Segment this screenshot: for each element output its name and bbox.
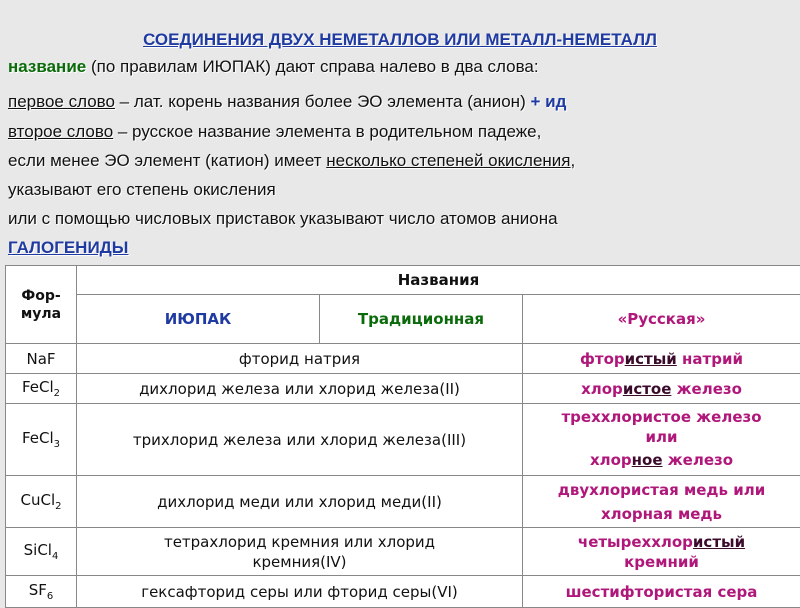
formula-text: SF [29, 581, 47, 599]
term-nazvanie: название [8, 57, 86, 76]
table-row [6, 476, 800, 528]
term-oxidation-states: несколько степеней окисления [326, 151, 570, 170]
rule-line-4-text-a: если менее ЭО элемент (катион) имеет [8, 151, 326, 170]
formula-subscript: 2 [55, 501, 61, 512]
russian-name [578, 533, 745, 571]
formula-cell [6, 344, 77, 374]
formula-text: FeCl [22, 378, 54, 396]
rule-line-4 [8, 151, 575, 171]
table-row [6, 344, 800, 374]
russian-name-part: шестифтористая сера [566, 583, 758, 601]
russian-name-part: четыреххлор [578, 533, 693, 551]
names-text: трихлорид железа или хлорид железа(III) [133, 431, 466, 449]
names-cell: фторид натрия [77, 344, 523, 374]
term-first-word: первое слово [8, 92, 115, 111]
names-cell: гексафторид серы или фторид серы(VI) [77, 576, 523, 608]
formula-text: SiCl [24, 541, 52, 559]
russian-name-line-3 [527, 447, 796, 473]
russian-name-part: кремний [624, 553, 699, 571]
formula-subscript: 2 [54, 388, 60, 399]
slide-title: СОЕДИНЕНИЯ ДВУХ НЕМЕТАЛЛОВ ИЛИ МЕТАЛЛ-НЕМЕТАЛЛ [0, 30, 800, 50]
formula-subscript: 4 [52, 551, 58, 562]
formula-text: CuCl [21, 491, 56, 509]
russian-name [581, 380, 742, 398]
russian-name-suffix: ное [632, 451, 663, 469]
russian-name-or: или [527, 427, 796, 447]
russian-name-suffix: истый [625, 350, 677, 368]
russian-name-part: натрий [677, 350, 743, 368]
formula-subscript: 6 [47, 591, 53, 602]
header-names: Названия [77, 266, 800, 295]
formula-cell [6, 404, 77, 476]
suffix-id: + ид [530, 92, 566, 111]
halides-table [5, 265, 800, 608]
names-cell: дихлорид железа или хлорид железа(II) [77, 374, 523, 404]
formula-cell [6, 374, 77, 404]
formula-text: NaF [26, 350, 55, 368]
rule-line-4-text-b: , [571, 151, 576, 170]
table-row [6, 374, 800, 404]
rule-line-2 [8, 92, 566, 112]
formula-text: FeCl [22, 429, 54, 447]
header-russian: «Русская» [523, 295, 800, 344]
table-row [6, 576, 800, 608]
names-cell: дихлорид меди или хлорид меди(II) [77, 476, 523, 528]
names-cell [77, 404, 523, 476]
table-row [6, 528, 800, 576]
header-traditional: Традиционная [320, 295, 523, 344]
table-row [6, 404, 800, 476]
term-second-word: второе слово [8, 122, 113, 141]
header-iupac: ИЮПАК [77, 295, 320, 344]
russian-name-cell [523, 344, 800, 374]
russian-name-line-1: треххлористое железо [527, 407, 796, 427]
names-text: тетрахлорид кремния или хлорид кремния(IV) [164, 533, 435, 571]
russian-name-line-2: хлорная медь [527, 502, 796, 526]
russian-name-suffix: истое [623, 380, 672, 398]
russian-name [580, 350, 743, 368]
russian-name-cell [523, 576, 800, 608]
formula-cell [6, 576, 77, 608]
rule-line-1-text: (по правилам ИЮПАК) дают справа налево в два слова: [86, 57, 538, 76]
russian-name-cell [523, 374, 800, 404]
russian-name-line-1: двухлористая медь или [527, 478, 796, 502]
rule-line-2-text: – лат. корень названия более ЭО элемента (анион) [115, 92, 531, 111]
russian-name-part: хлор [581, 380, 623, 398]
formula-subscript: 3 [54, 439, 60, 450]
formula-cell [6, 528, 77, 576]
russian-name-cell [523, 476, 800, 528]
russian-name-cell [523, 404, 800, 476]
russian-name-part: железо [663, 451, 734, 469]
rule-line-3-text: – русское название элемента в родительном падеже, [113, 122, 541, 141]
formula-cell [6, 476, 77, 528]
names-cell [77, 528, 523, 576]
russian-name [566, 583, 758, 601]
rule-line-5: указывают его степень окисления [8, 180, 276, 200]
russian-name-part: хлор [590, 451, 632, 469]
header-formula [6, 266, 77, 344]
section-heading: ГАЛОГЕНИДЫ [8, 238, 128, 258]
russian-name-part: железо [671, 380, 742, 398]
rule-line-3 [8, 122, 541, 142]
rule-line-6: или с помощью числовых приставок указывают число атомов аниона [8, 209, 558, 229]
rule-line-1 [8, 57, 539, 77]
russian-name-part: фтор [580, 350, 625, 368]
russian-name-suffix: истый [693, 533, 745, 551]
russian-name-cell [523, 528, 800, 576]
header-formula-label: Фор-мула [21, 288, 61, 322]
